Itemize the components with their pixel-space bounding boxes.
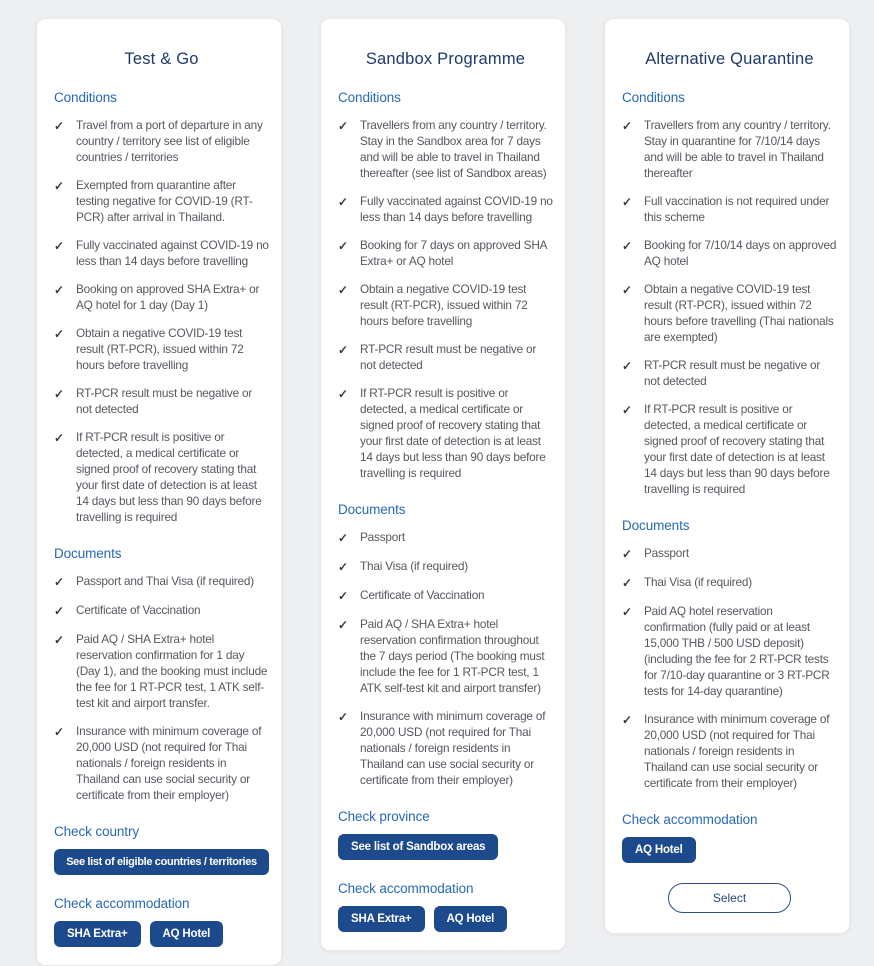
footer-section-label: Check accommodation (54, 896, 190, 911)
check-item-text: Travellers from any country / territory. Stay in quarantine for 7/10/14 days and will be able to travel in Thailand thereafter (644, 118, 831, 180)
action-button[interactable]: See list of Sandbox areas (338, 834, 498, 860)
check-list-item (622, 574, 837, 591)
documents-heading: Documents (622, 518, 690, 533)
check-icon: ✓ (622, 403, 633, 417)
conditions-heading: Conditions (338, 90, 401, 105)
check-item-text: RT-PCR result must be negative or not detected (644, 358, 821, 388)
check-icon: ✓ (338, 343, 349, 357)
check-icon: ✓ (338, 195, 349, 209)
check-list-item (338, 558, 553, 575)
check-list-item (622, 237, 837, 269)
check-icon: ✓ (622, 239, 633, 253)
check-item-text: Travel from a port of departure in any country / territory see list of eligible countries / territories (76, 118, 263, 164)
check-list-item (338, 385, 553, 481)
card-title: Test & Go (124, 50, 199, 68)
check-list-item (622, 193, 837, 225)
check-item-text: Paid AQ / SHA Extra+ hotel reservation confirmation for 1 day (Day 1), and the booking must include the fee for 1 RT-PCR test, 1 ATK self-test kit and airport transfer. (76, 632, 268, 710)
check-icon: ✓ (338, 119, 349, 133)
check-list-item (54, 281, 269, 313)
check-icon: ✓ (338, 387, 349, 401)
check-icon: ✓ (54, 119, 65, 133)
programme-card (320, 18, 566, 951)
check-list-item (338, 587, 553, 604)
card-title: Sandbox Programme (365, 50, 526, 68)
button-row (338, 834, 553, 860)
check-icon: ✓ (54, 725, 65, 739)
check-icon: ✓ (54, 431, 65, 445)
check-list-item (622, 545, 837, 562)
check-list-item (622, 117, 837, 181)
check-item-text: Certificate of Vaccination (76, 603, 201, 617)
check-icon: ✓ (622, 195, 633, 209)
check-icon: ✓ (622, 547, 633, 561)
check-list-item (338, 341, 553, 373)
select-button-wrap (622, 883, 837, 915)
check-list-item (622, 603, 837, 699)
check-list-item (54, 723, 269, 803)
check-item-text: Passport (644, 546, 689, 560)
check-item-text: Certificate of Vaccination (360, 588, 485, 602)
check-list-item (54, 237, 269, 269)
footer-section-label: Check country (54, 824, 139, 839)
check-item-text: Travellers from any country / territory. Stay in the Sandbox area for 7 days and will be able to travel in Thailand thereafter (see list of Sandbox areas) (360, 118, 547, 180)
check-list-item (54, 325, 269, 373)
action-button[interactable]: See list of eligible countries / territories (54, 849, 269, 875)
button-row (54, 921, 269, 947)
check-list-item (338, 708, 553, 788)
check-icon: ✓ (54, 633, 65, 647)
check-icon: ✓ (622, 283, 633, 297)
check-icon: ✓ (54, 179, 65, 193)
check-item-text: RT-PCR result must be negative or not detected (76, 386, 253, 416)
check-item-text: Passport and Thai Visa (if required) (76, 574, 254, 588)
check-list-item (622, 711, 837, 791)
conditions-heading: Conditions (54, 90, 117, 105)
check-item-text: Full vaccination is not required under this scheme (644, 194, 830, 224)
check-list-item (338, 281, 553, 329)
check-item-text: Fully vaccinated against COVID-19 no less than 14 days before travelling (76, 238, 269, 268)
documents-list (54, 573, 269, 803)
check-list-item (338, 193, 553, 225)
button-row (54, 849, 269, 875)
footer-section-label: Check province (338, 809, 430, 824)
check-icon: ✓ (338, 618, 349, 632)
check-list-item (622, 281, 837, 345)
check-item-text: RT-PCR result must be negative or not detected (360, 342, 537, 372)
check-icon: ✓ (54, 575, 65, 589)
check-item-text: Insurance with minimum coverage of 20,000 USD (not required for Thai nationals / foreign residents in Thailand can use social security or certificate from their employer) (644, 712, 830, 790)
check-list-item (54, 117, 269, 165)
check-icon: ✓ (622, 605, 633, 619)
check-icon: ✓ (622, 576, 633, 590)
check-list-item (54, 429, 269, 525)
check-icon: ✓ (338, 589, 349, 603)
check-icon: ✓ (622, 359, 633, 373)
footer-section-label: Check accommodation (622, 812, 758, 827)
check-item-text: Paid AQ / SHA Extra+ hotel reservation confirmation throughout the 7 days period (The booking must include the fee for 1 RT-PCR test, 1 ATK self-test kit and airport transfer) (360, 617, 545, 695)
check-item-text: Fully vaccinated against COVID-19 no less than 14 days before travelling (360, 194, 553, 224)
documents-list (338, 529, 553, 788)
check-item-text: Obtain a negative COVID-19 test result (RT-PCR), issued within 72 hours before travelling (360, 282, 528, 328)
check-item-text: Passport (360, 530, 405, 544)
check-item-text: Booking for 7 days on approved SHA Extra+ or AQ hotel (360, 238, 547, 268)
check-item-text: Obtain a negative COVID-19 test result (RT-PCR), issued within 72 hours before travelling (76, 326, 244, 372)
check-list-item (338, 237, 553, 269)
check-icon: ✓ (54, 239, 65, 253)
programme-card (36, 18, 282, 966)
check-icon: ✓ (338, 710, 349, 724)
check-item-text: Insurance with minimum coverage of 20,000 USD (not required for Thai nationals / foreign residents in Thailand can use social security or certificate from their employer) (360, 709, 546, 787)
action-button[interactable]: AQ Hotel (434, 906, 508, 932)
card-title: Alternative Quarantine (645, 50, 814, 68)
check-icon: ✓ (338, 239, 349, 253)
check-item-text: Obtain a negative COVID-19 test result (RT-PCR), issued within 72 hours before travelling (Thai nationals are exempted) (644, 282, 834, 344)
programme-card (604, 18, 850, 934)
documents-heading: Documents (54, 546, 122, 561)
check-icon: ✓ (54, 387, 65, 401)
check-item-text: Booking for 7/10/14 days on approved AQ hotel (644, 238, 837, 268)
action-button[interactable]: SHA Extra+ (54, 921, 141, 947)
select-button[interactable]: Select (668, 883, 791, 913)
check-item-text: Paid AQ hotel reservation confirmation (fully paid or at least 15,000 THB / 500 USD deposit) (including the fee for 2 RT-PCR tests for 7/10-day quarantine or 3 RT-PCR tests for 14-day quarantine) (644, 604, 830, 698)
check-icon: ✓ (338, 560, 349, 574)
check-list-item (338, 529, 553, 546)
check-list-item (622, 357, 837, 389)
documents-heading: Documents (338, 502, 406, 517)
check-item-text: Insurance with minimum coverage of 20,000 USD (not required for Thai nationals / foreign residents in Thailand can use social security or certificate from their employer) (76, 724, 262, 802)
check-icon: ✓ (54, 327, 65, 341)
check-item-text: If RT-PCR result is positive or detected, a medical certificate or signed proof of recovery stating that your first date of detection is at least 14 days but less than 90 days before travelling is required (360, 386, 546, 480)
conditions-list (54, 117, 269, 525)
check-list-item (54, 177, 269, 225)
conditions-list (338, 117, 553, 481)
check-list-item (338, 616, 553, 696)
check-list-item (54, 631, 269, 711)
check-item-text: Exempted from quarantine after testing negative for COVID-19 (RT-PCR) after arrival in Thailand. (76, 178, 253, 224)
check-icon: ✓ (338, 283, 349, 297)
button-row (338, 906, 553, 932)
check-icon: ✓ (54, 604, 65, 618)
action-button[interactable]: AQ Hotel (622, 837, 696, 863)
check-icon: ✓ (54, 283, 65, 297)
check-item-text: If RT-PCR result is positive or detected, a medical certificate or signed proof of recovery stating that your first date of detection is at least 14 days but less than 90 days before travelling is required (76, 430, 262, 524)
check-icon: ✓ (622, 119, 633, 133)
footer-section-label: Check accommodation (338, 881, 474, 896)
button-row (622, 837, 837, 863)
check-item-text: If RT-PCR result is positive or detected, a medical certificate or signed proof of recovery stating that your first date of detection is at least 14 days but less than 90 days before travelling is required (644, 402, 830, 496)
check-list-item (338, 117, 553, 181)
check-list-item (54, 602, 269, 619)
check-icon: ✓ (622, 713, 633, 727)
check-icon: ✓ (338, 531, 349, 545)
action-button[interactable]: SHA Extra+ (338, 906, 425, 932)
action-button[interactable]: AQ Hotel (150, 921, 224, 947)
check-item-text: Thai Visa (if required) (644, 575, 752, 589)
conditions-heading: Conditions (622, 90, 685, 105)
check-item-text: Thai Visa (if required) (360, 559, 468, 573)
check-item-text: Booking on approved SHA Extra+ or AQ hotel for 1 day (Day 1) (76, 282, 260, 312)
check-list-item (54, 385, 269, 417)
check-list-item (622, 401, 837, 497)
conditions-list (622, 117, 837, 497)
documents-list (622, 545, 837, 791)
check-list-item (54, 573, 269, 590)
